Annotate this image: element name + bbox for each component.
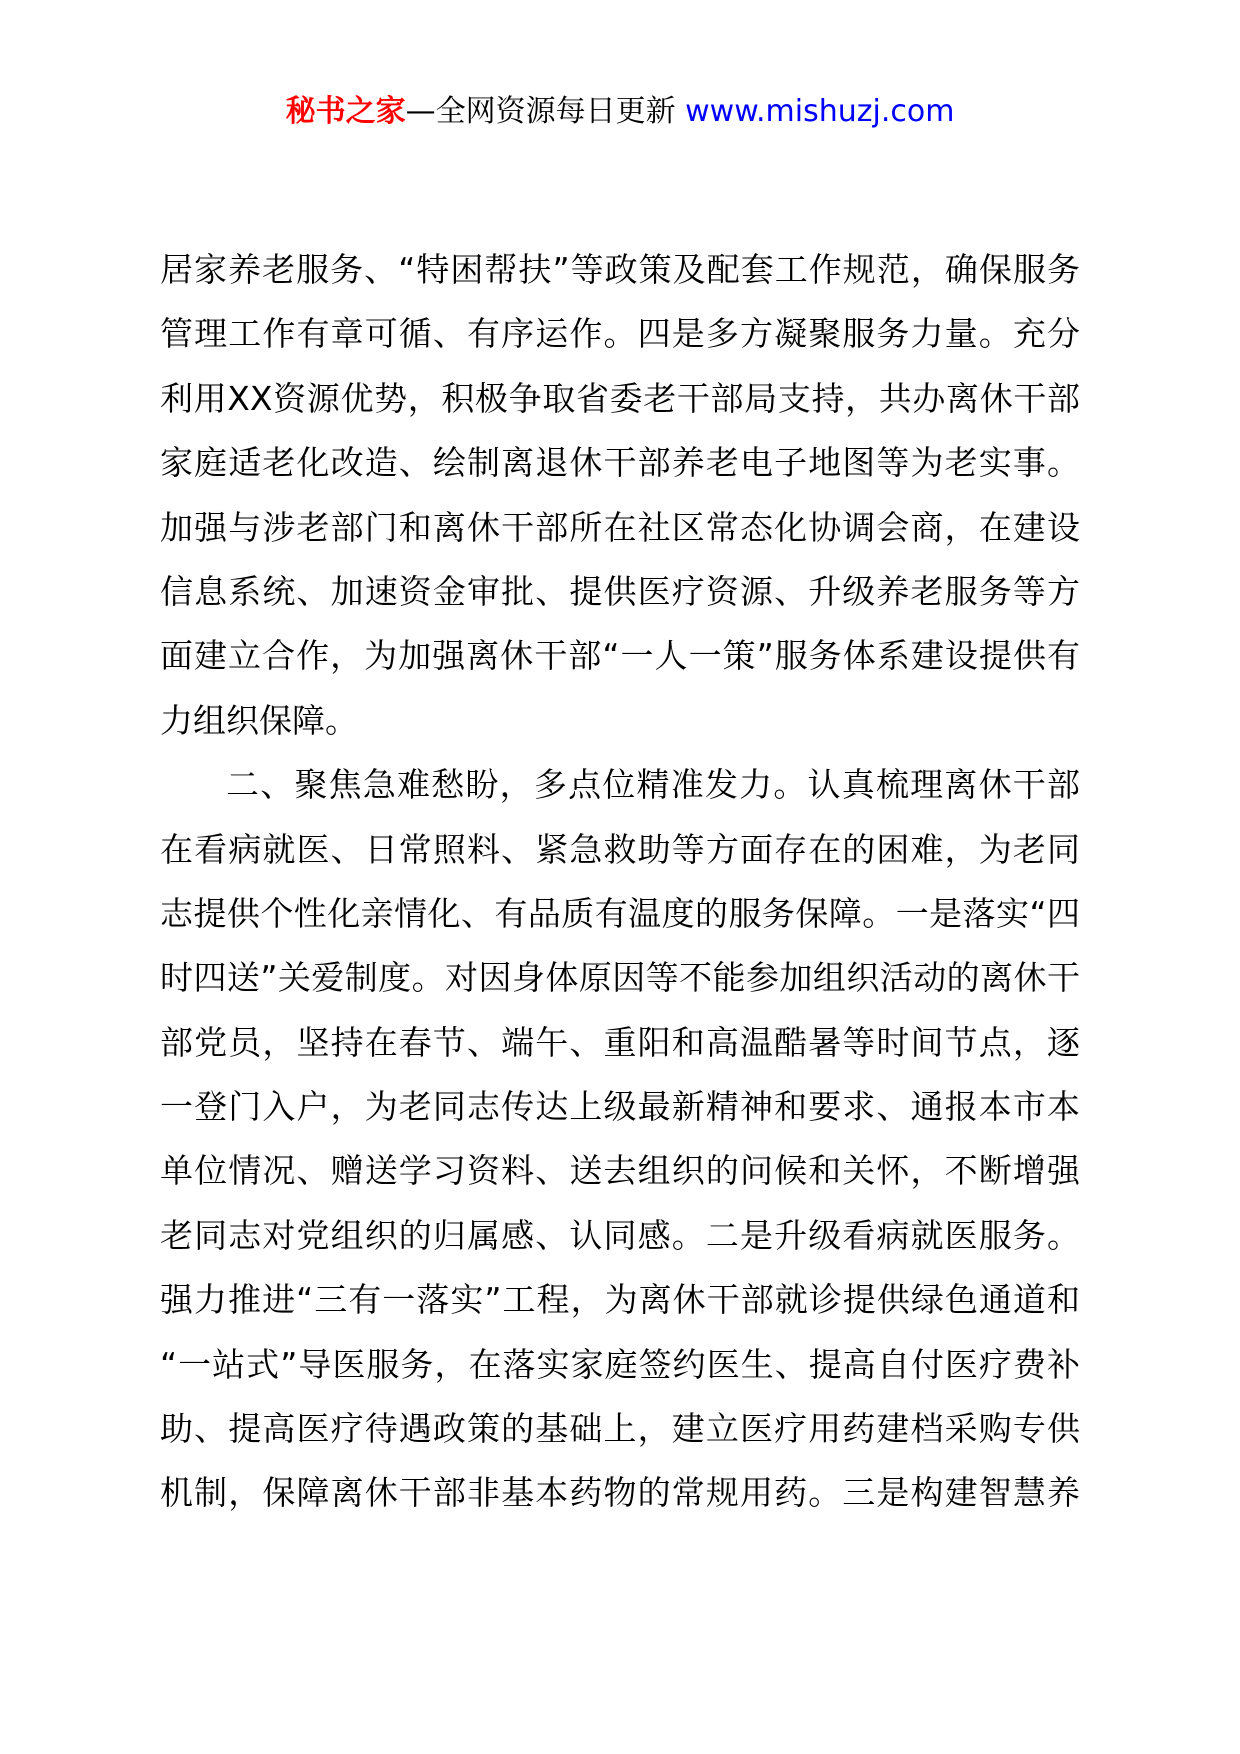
text-line: 家庭适老化改造、绘制离退休干部养老电子地图等为老实事。 [160,443,1080,483]
text-line: 单位情况、赠送学习资料、送去组织的问候和关怀，不断增强 [160,1151,1080,1191]
section-heading-line: 二、聚焦急难愁盼，多点位精准发力。认真梳理离休干部 [226,765,1080,805]
text-line: 强力推进“三有一落实”工程，为离休干部就诊提供绿色通道和 [160,1280,1080,1320]
header-tagline: —全网资源每日更新 [405,94,686,129]
text-line: 部党员，坚持在春节、端午、重阳和高温酷暑等时间节点，逐 [160,1022,1080,1062]
text-line: 时四送”关爱制度。对因身体原因等不能参加组织活动的离休干 [160,958,1080,998]
text-line: 力组织保障。 [160,700,358,740]
text-line: 加强与涉老部门和离休干部所在社区常态化协调会商，在建设 [160,507,1080,547]
text-line: 管理工作有章可循、有序运作。四是多方凝聚服务力量。充分 [160,314,1080,354]
text-line: “一站式”导医服务，在落实家庭签约医生、提高自付医疗费补 [160,1344,1080,1384]
text-line: 居家养老服务、“特困帮扶”等政策及配套工作规范，确保服务 [160,250,1080,289]
text-line: 面建立合作，为加强离休干部“一人一策”服务体系建设提供有 [160,636,1080,676]
site-header [0,88,1240,136]
text-line: 在看病就医、日常照料、紧急救助等方面存在的困难，为老同 [160,829,1080,869]
text-line: 信息系统、加速资金审批、提供医疗资源、升级养老服务等方 [160,571,1080,611]
document-body [160,238,1080,1526]
brand-name: 秘书之家 [285,94,406,129]
text-line: 利用XX资源优势，积极争取省委老干部局支持，共办离休干部 [160,378,1080,418]
text-line: 机制，保障离休干部非基本药物的常规用药。三是构建智慧养 [160,1473,1080,1513]
text-line: 志提供个性化亲情化、有品质有温度的服务保障。一是落实“四 [160,893,1080,933]
text-line: 助、提高医疗待遇政策的基础上，建立医疗用药建档采购专供 [160,1409,1080,1449]
site-url-link[interactable]: www.mishuzj.com [685,94,955,129]
text-line: 老同志对党组织的归属感、认同感。二是升级看病就医服务。 [160,1215,1080,1255]
text-line: 一登门入户，为老同志传达上级最新精神和要求、通报本市本 [160,1087,1080,1127]
